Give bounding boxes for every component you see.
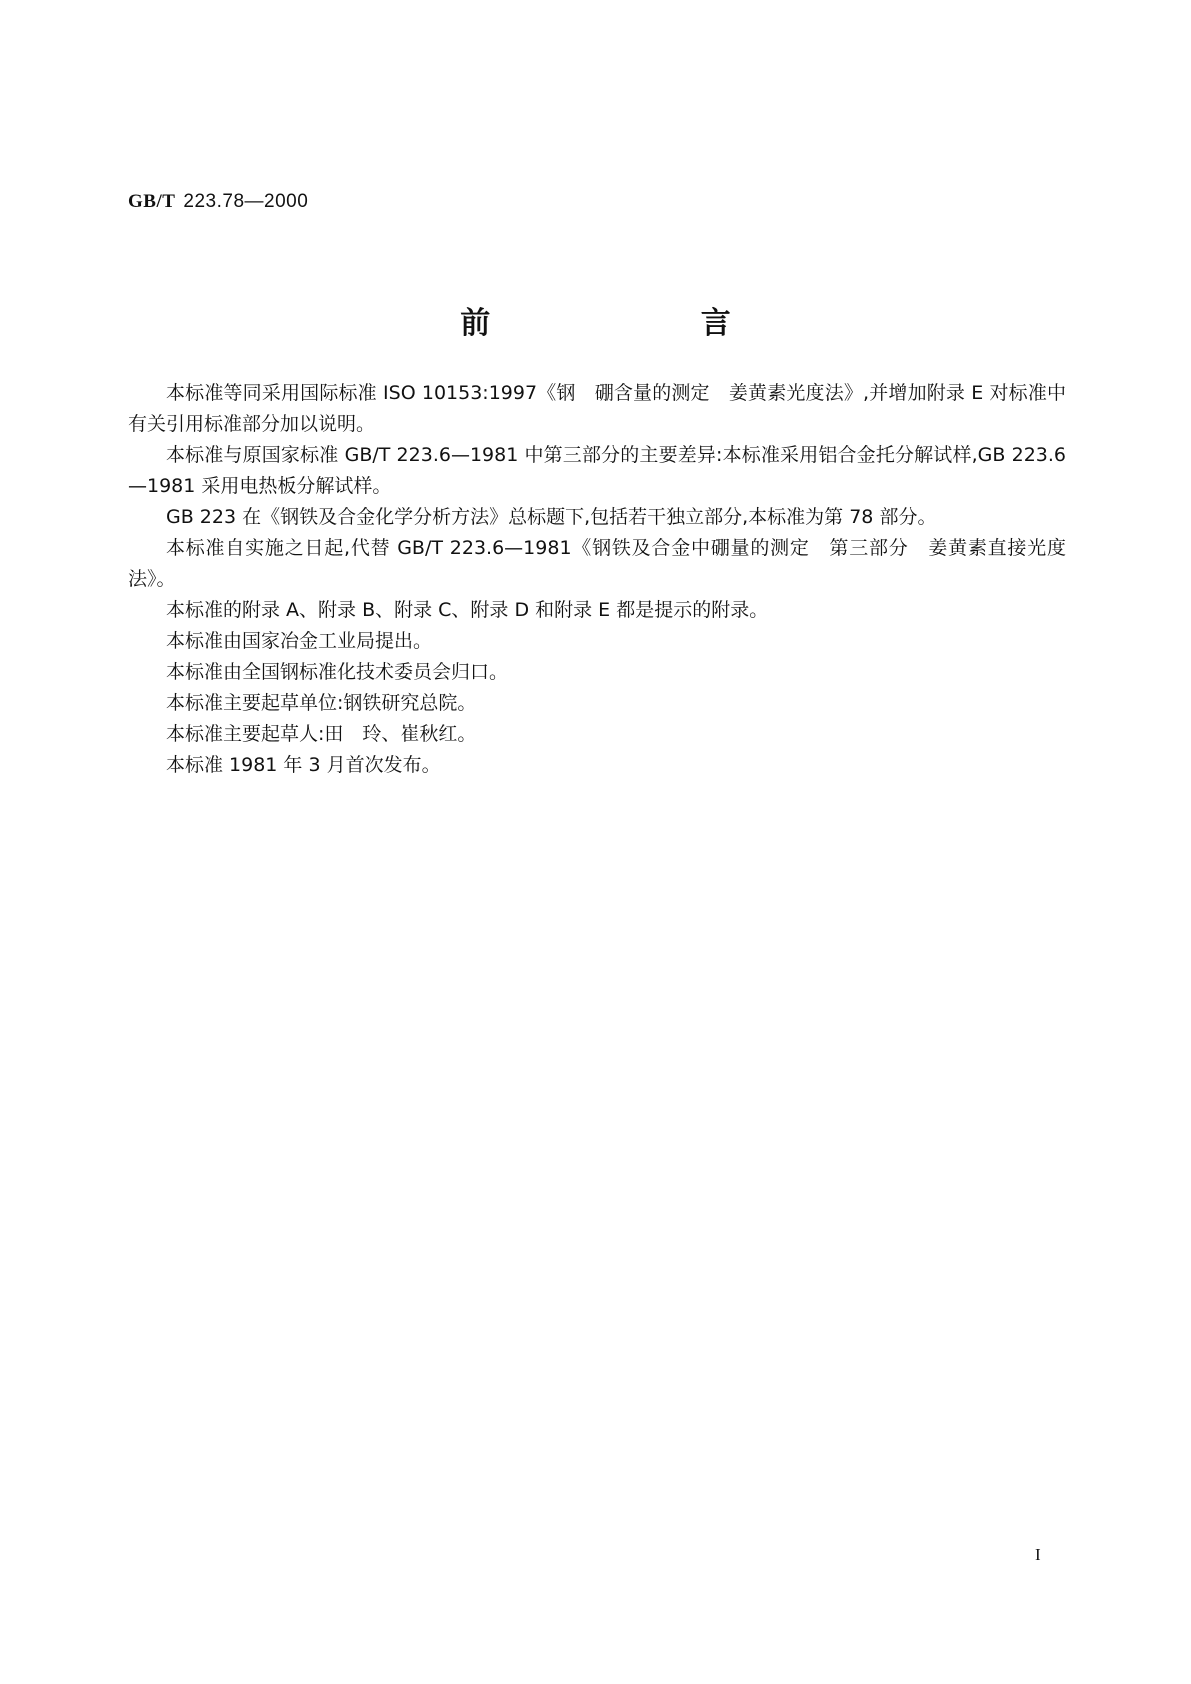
paragraph: 本标准主要起草人:田 玲、崔秋红。 — [166, 723, 477, 745]
standard-number-header — [128, 190, 308, 213]
paragraph: 本标准自实施之日起,代替 GB/T 223.6—1981《钢铁及合金中硼量的测定 第三部分 姜黄素直接光度法》。 — [128, 537, 1066, 590]
paragraph: 本标准的附录 A、附录 B、附录 C、附录 D 和附录 E 都是提示的附录。 — [166, 599, 769, 621]
page-number: I — [1035, 1545, 1041, 1564]
paragraph: 本标准与原国家标准 GB/T 223.6—1981 中第三部分的主要差异:本标准采用铝合金托分解试样,GB 223.6—1981 采用电热板分解试样。 — [128, 444, 1066, 497]
standard-code: 223.78—2000 — [183, 191, 309, 212]
standard-prefix: GB/T — [128, 191, 176, 212]
paragraph: GB 223 在《钢铁及合金化学分析方法》总标题下,包括若干独立部分,本标准为第 78 部分。 — [166, 506, 937, 528]
paragraph: 本标准等同采用国际标准 ISO 10153:1997《钢 硼含量的测定 姜黄素光度法》,并增加附录 E 对标准中有关引用标准部分加以说明。 — [128, 382, 1066, 435]
foreword-body — [128, 378, 1066, 781]
paragraph: 本标准主要起草单位:钢铁研究总院。 — [166, 692, 477, 714]
paragraph: 本标准 1981 年 3 月首次发布。 — [166, 754, 441, 776]
paragraph: 本标准由全国钢标准化技术委员会归口。 — [166, 661, 509, 683]
paragraph: 本标准由国家冶金工业局提出。 — [166, 630, 433, 652]
page-title: 前 言 — [460, 306, 831, 341]
